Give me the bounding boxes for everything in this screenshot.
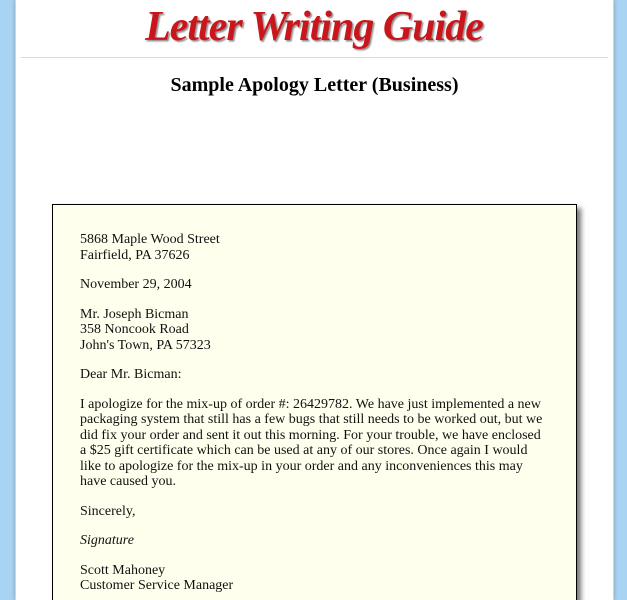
signer-name: Scott Mahoney: [80, 562, 166, 578]
recipient-name: Mr. Joseph Bicman: [80, 306, 189, 322]
header-divider: [21, 57, 608, 58]
sample-letter: [52, 204, 577, 600]
signer-title: Customer Service Manager: [80, 578, 234, 593]
signer-block: [80, 563, 549, 594]
letter-date: November 29, 2004: [80, 277, 192, 292]
site-logo-text: Letter Writing Guide: [145, 4, 483, 50]
sender-address-line-1: 5868 Maple Wood Street: [80, 232, 220, 247]
sender-address-line-2: Fairfield, PA 37626: [80, 247, 190, 263]
page-title: Sample Apology Letter (Business): [170, 74, 459, 96]
recipient-city: John's Town, PA 57323: [80, 337, 211, 353]
site-logo[interactable]: [16, 0, 613, 55]
content-page: [15, 0, 614, 600]
recipient-address: [80, 307, 549, 354]
letter-body: I apologize for the mix-up of order #: 26429782. We have just implemented a new packaging system that still has a few bugs that still needs to be worked out, but we did fix your order and sent it out this morning. For your trouble, we have enclosed a $25 gift certificate which can be used at any of our stores. Once again I would like to apologize for the mix-up in your order and any inconveniences this may have caused you.: [80, 396, 543, 489]
sender-address: [80, 232, 549, 263]
closing: Sincerely,: [80, 503, 136, 519]
salutation: Dear Mr. Bicman:: [80, 367, 182, 382]
signature: Signature: [80, 533, 134, 548]
recipient-street: 358 Noncook Road: [80, 322, 189, 337]
